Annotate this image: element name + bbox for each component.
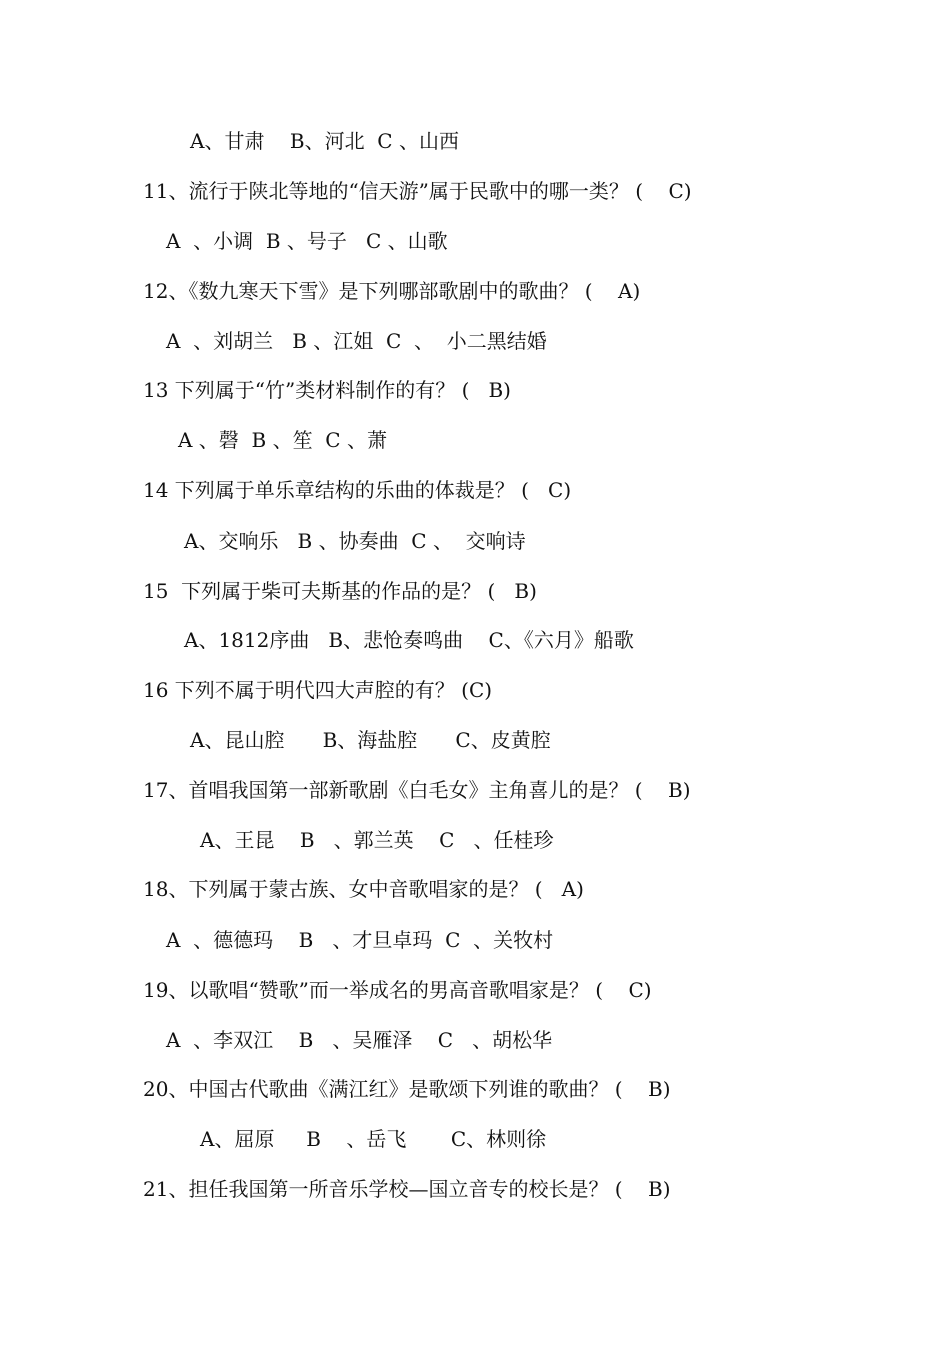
options-14: A、交响乐 B 、协奏曲 C 、 交响诗 [184,529,526,553]
question-20: 20、中国古代歌曲《满江红》是歌颂下列谁的歌曲？ ( B) [143,1077,671,1101]
question-14: 14 下列属于单乐章结构的乐曲的体裁是？ ( C) [143,478,572,502]
options-19: A 、李双江 B 、吴雁泽 C 、胡松华 [166,1028,553,1052]
question-13: 13 下列属于“竹”类材料制作的有？ ( B) [143,378,511,402]
options-16: A、昆山腔 B、海盐腔 C、皮黄腔 [190,728,551,752]
question-11: 11、流行于陕北等地的“信天游”属于民歌中的哪一类？ ( C) [143,179,692,203]
options-18: A 、德德玛 B 、才旦卓玛 C 、关牧村 [166,928,554,952]
options-15: A、1812序曲 B、悲怆奏鸣曲 C、《六月》船歌 [184,628,634,652]
options-20: A、屈原 B 、岳飞 C、林则徐 [200,1127,547,1151]
options-13: A 、磬 B 、笙 C 、萧 [178,428,387,452]
question-12: 12、《数九寒天下雪》是下列哪部歌剧中的歌曲？ ( A) [143,279,641,303]
question-21: 21、担任我国第一所音乐学校—国立音专的校长是？ ( B) [143,1177,671,1201]
options-10: A、甘肃 B、河北 C 、山西 [190,129,459,153]
question-18: 18、下列属于蒙古族、女中音歌唱家的是？ ( A) [143,877,584,901]
options-11: A 、小调 B 、号子 C 、山歌 [166,229,448,253]
options-17: A、王昆 B 、郭兰英 C 、任桂珍 [200,828,554,852]
question-16: 16 下列不属于明代四大声腔的有？ (C) [143,678,493,702]
question-17: 17、首唱我国第一部新歌剧《白毛女》主角喜儿的是？ ( B) [143,778,691,802]
options-12: A 、刘胡兰 B 、江姐 C 、 小二黑结婚 [166,329,547,353]
question-19: 19、以歌唱“赞歌”而一举成名的男高音歌唱家是？ ( C) [143,978,652,1002]
question-15: 15 下列属于柴可夫斯基的作品的是？ ( B) [143,579,537,603]
